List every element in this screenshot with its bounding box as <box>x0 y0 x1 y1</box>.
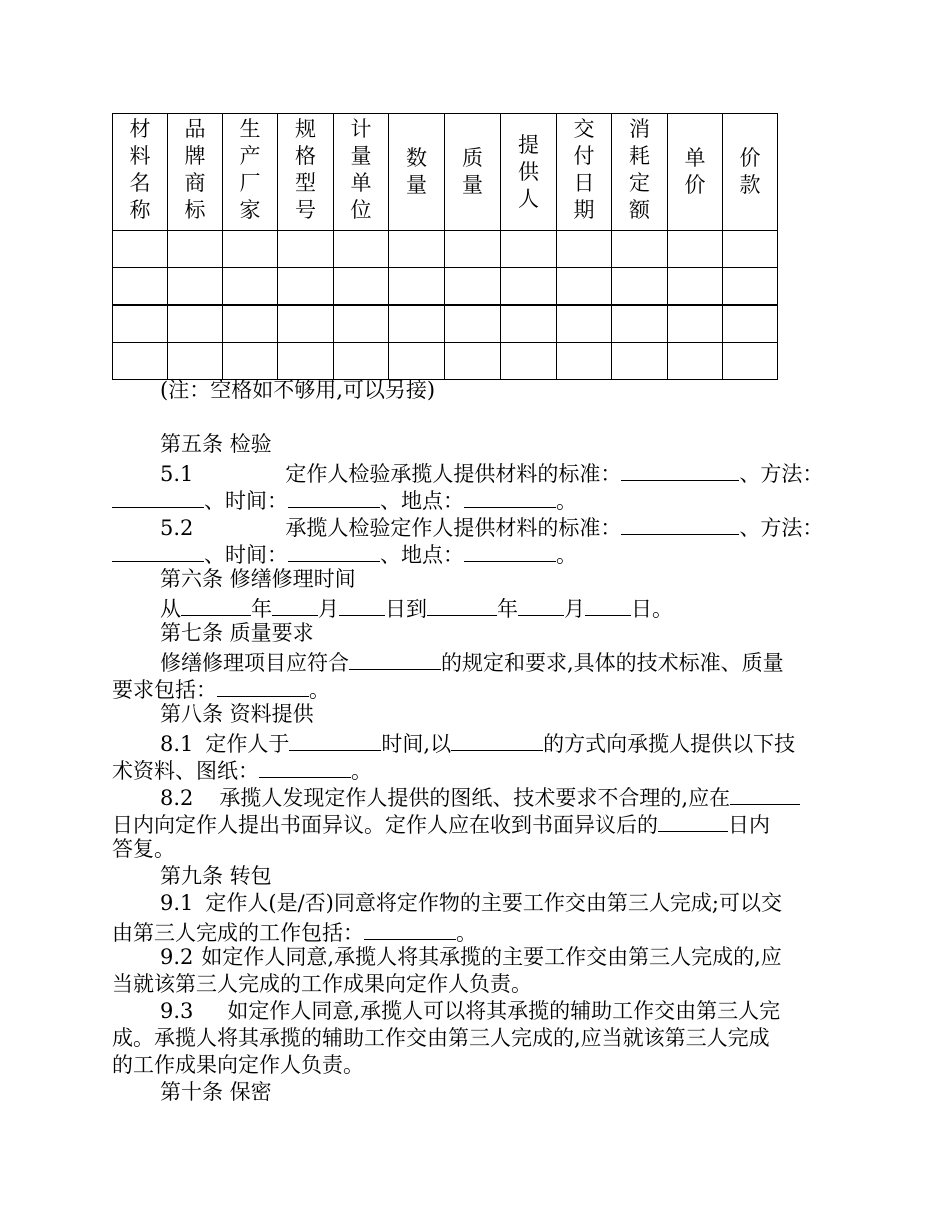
time-blank[interactable] <box>288 485 380 508</box>
table-cell[interactable] <box>668 268 723 306</box>
method-blank[interactable] <box>112 485 204 508</box>
article-title: 第九条 转包 <box>160 864 272 888</box>
table-cell[interactable] <box>557 305 612 343</box>
table-cell[interactable] <box>723 305 778 343</box>
article-title: 第十条 保密 <box>160 1080 272 1104</box>
header-cell <box>501 114 557 231</box>
repair-period <box>112 593 840 620</box>
clause-number: 8.2 <box>160 786 194 810</box>
clause-9-3-cont <box>112 1025 840 1052</box>
table-cell[interactable] <box>278 305 334 343</box>
table-cell[interactable] <box>668 343 723 380</box>
clause-5-2-cont <box>112 539 840 566</box>
materials-blank[interactable] <box>259 755 351 778</box>
requirements-blank[interactable] <box>217 674 309 697</box>
clause-text: 、时间： <box>204 543 288 567</box>
table-cell[interactable] <box>389 343 445 380</box>
clause-text: 月 <box>564 597 585 621</box>
table-cell[interactable] <box>501 231 557 268</box>
clause-9-2 <box>112 944 840 971</box>
clause-9-1-cont <box>112 917 840 944</box>
clause-text: 、地点： <box>380 489 464 513</box>
table-cell[interactable] <box>168 231 223 268</box>
article-title: 第五条 检验 <box>160 432 272 456</box>
table-cell[interactable] <box>723 268 778 306</box>
clause-9-1 <box>112 890 840 917</box>
clause-number: 8.1 <box>160 732 194 756</box>
clause-8-2-cont <box>112 809 840 836</box>
header-label: 质量 <box>462 146 483 197</box>
table-cell[interactable] <box>278 343 334 380</box>
header-label: 单价 <box>684 146 706 197</box>
table-cell[interactable] <box>113 343 168 380</box>
table-cell[interactable] <box>334 231 389 268</box>
clause-8-1-cont <box>112 755 840 782</box>
clause-text: 年 <box>251 597 272 621</box>
header-cell <box>723 114 778 231</box>
contract-body <box>112 377 840 1106</box>
header-label: 规格型号 <box>295 117 316 222</box>
end-month-blank[interactable] <box>518 593 564 616</box>
clause-text: 日内 <box>728 813 770 837</box>
clause-text: 的方式向承揽人提供以下技 <box>543 732 796 756</box>
header-label: 提供人 <box>518 132 539 211</box>
table-cell[interactable] <box>612 231 668 268</box>
clause-text: 。 <box>456 921 477 945</box>
start-month-blank[interactable] <box>272 593 318 616</box>
clause-text: 日到 <box>385 597 427 621</box>
article-title: 第七条 质量要求 <box>160 621 314 645</box>
note-text: (注：空格如不够用,可以另接) <box>160 378 436 402</box>
table-cell[interactable] <box>389 305 445 343</box>
article-title: 第八条 资料提供 <box>160 702 314 726</box>
table-cell[interactable] <box>223 231 278 268</box>
table-cell[interactable] <box>557 343 612 380</box>
end-day-blank[interactable] <box>585 593 631 616</box>
table-cell[interactable] <box>223 305 278 343</box>
clause-text: 。 <box>556 543 577 567</box>
clause-text: 定作人(是/否)同意将定作物的主要工作交由第三人完成;可以交 <box>205 891 782 915</box>
clause-text: 、时间： <box>204 489 288 513</box>
clause-text: 答复。 <box>112 837 175 861</box>
clause-text: 时间,以 <box>381 732 452 756</box>
place-blank[interactable] <box>464 539 556 562</box>
clause-text: 如定作人同意,承揽人将其承揽的主要工作交由第三人完成的,应 <box>201 945 782 969</box>
table-cell[interactable] <box>501 305 557 343</box>
clause-text: 的规定和要求,具体的技术标准、质量 <box>441 651 784 675</box>
table-cell[interactable] <box>334 268 389 306</box>
start-day-blank[interactable] <box>339 593 385 616</box>
method-blank[interactable] <box>451 728 543 751</box>
header-cell <box>278 114 334 231</box>
table-cell[interactable] <box>168 268 223 306</box>
clause-text: 。 <box>556 489 577 513</box>
table-cell[interactable] <box>668 305 723 343</box>
table-cell[interactable] <box>445 231 501 268</box>
clause-text: 日内向定作人提出书面异议。定作人应在收到书面异议后的 <box>112 813 658 837</box>
clause-text: 如定作人同意,承揽人可以将其承揽的辅助工作交由第三人完 <box>227 999 781 1023</box>
reply-days-blank[interactable] <box>658 809 728 832</box>
clause-text: 的工作成果向定作人负责。 <box>112 1053 364 1077</box>
clause-text: 月 <box>318 597 339 621</box>
clause-text: 成。承揽人将其承揽的辅助工作交由第三人完成的,应当就该第三人完成 <box>112 1026 770 1050</box>
clause-text: 定作人检验承揽人提供材料的标准： <box>285 462 622 486</box>
clause-8-1 <box>112 728 840 755</box>
table-cell[interactable] <box>113 305 168 343</box>
days-blank[interactable] <box>730 782 800 805</box>
standard-blank[interactable] <box>349 647 441 670</box>
header-label: 生产厂家 <box>239 117 261 222</box>
clause-8-2 <box>112 782 840 809</box>
header-label: 消耗定额 <box>629 117 650 222</box>
table-cell[interactable] <box>334 305 389 343</box>
clause-8-2-end <box>112 836 840 863</box>
table-cell[interactable] <box>389 268 445 306</box>
header-cell <box>113 114 168 231</box>
article-10-title <box>112 1079 840 1106</box>
header-cell <box>389 114 445 231</box>
header-label: 价款 <box>739 146 761 197</box>
clause-text: 术资料、图纸： <box>112 759 259 783</box>
clause-number: 9.1 <box>160 891 194 915</box>
header-cell <box>612 114 668 231</box>
clause-text: 当就该第三人完成的工作成果向定作人负责。 <box>112 972 532 996</box>
header-cell <box>334 114 389 231</box>
table-cell[interactable] <box>612 268 668 306</box>
article-5-title <box>112 431 840 458</box>
standard-blank[interactable] <box>621 458 739 481</box>
table-cell[interactable] <box>113 231 168 268</box>
clause-number: 5.1 <box>160 462 194 486</box>
table-cell[interactable] <box>168 343 223 380</box>
clause-9-3 <box>112 998 840 1025</box>
table-cell[interactable] <box>612 343 668 380</box>
clause-text: 承揽人检验定作人提供材料的标准： <box>285 516 622 540</box>
header-label: 材料名称 <box>129 117 151 222</box>
clause-text: 。 <box>351 759 372 783</box>
clause-text: 日。 <box>631 597 673 621</box>
table-cell[interactable] <box>278 231 334 268</box>
clause-text: 年 <box>497 597 518 621</box>
method-blank[interactable] <box>112 539 204 562</box>
table-cell[interactable] <box>668 231 723 268</box>
header-label: 品牌商标 <box>184 117 206 222</box>
table-cell[interactable] <box>278 268 334 306</box>
header-label: 数量 <box>406 146 427 197</box>
clause-5-1 <box>112 458 840 485</box>
table-header-row <box>113 114 778 231</box>
table-row <box>113 305 778 343</box>
table-cell[interactable] <box>723 343 778 380</box>
table-cell[interactable] <box>113 268 168 306</box>
table-cell[interactable] <box>223 268 278 306</box>
subcontract-work-blank[interactable] <box>364 917 456 940</box>
article-8-title <box>112 701 840 728</box>
place-blank[interactable] <box>464 485 556 508</box>
materials-table <box>112 113 778 380</box>
clause-text: 要求包括： <box>112 678 217 702</box>
clause-text: 修缮修理项目应符合 <box>160 651 349 675</box>
header-label: 计量单位 <box>350 117 372 222</box>
standard-blank[interactable] <box>621 512 739 535</box>
clause-9-3-end <box>112 1052 840 1079</box>
clause-text: 定作人于 <box>205 732 290 756</box>
header-cell <box>445 114 501 231</box>
article-title: 第六条 修缮修理时间 <box>160 567 356 591</box>
clause-number: 5.2 <box>160 516 194 540</box>
spacer <box>112 404 840 431</box>
clause-text: 由第三人完成的工作包括： <box>112 921 364 945</box>
article-6-title <box>112 566 840 593</box>
table-cell[interactable] <box>445 343 501 380</box>
clause-text: 、地点： <box>380 543 464 567</box>
table-cell[interactable] <box>557 268 612 306</box>
clause-text: 。 <box>309 678 330 702</box>
clause-text: 、方法： <box>739 462 824 486</box>
article-7-title <box>112 620 840 647</box>
table-cell[interactable] <box>445 305 501 343</box>
article-9-title <box>112 863 840 890</box>
table-cell[interactable] <box>389 231 445 268</box>
table-row <box>113 268 778 306</box>
table-cell[interactable] <box>501 268 557 306</box>
clause-text: 、方法： <box>739 516 824 540</box>
table-cell[interactable] <box>445 268 501 306</box>
clause-5-2 <box>112 512 840 539</box>
table-note <box>112 377 840 404</box>
quality-line-2 <box>112 674 840 701</box>
header-cell <box>668 114 723 231</box>
clause-9-2-cont <box>112 971 840 998</box>
time-blank[interactable] <box>289 728 381 751</box>
table-cell[interactable] <box>223 343 278 380</box>
table-cell[interactable] <box>334 343 389 380</box>
clause-5-1-cont <box>112 485 840 512</box>
header-cell <box>557 114 612 231</box>
clause-number: 9.2 <box>160 945 194 969</box>
clause-text: 承揽人发现定作人提供的图纸、技术要求不合理的,应在 <box>219 786 731 810</box>
table-cell[interactable] <box>168 305 223 343</box>
header-cell <box>168 114 223 231</box>
table-cell[interactable] <box>501 343 557 380</box>
clause-text: 从 <box>160 597 181 621</box>
end-year-blank[interactable] <box>427 593 497 616</box>
quality-line-1 <box>112 647 840 674</box>
table-row <box>113 343 778 380</box>
clause-number: 9.3 <box>160 999 194 1023</box>
header-label: 交付日期 <box>573 117 595 222</box>
header-cell <box>223 114 278 231</box>
table-cell[interactable] <box>612 305 668 343</box>
table-row <box>113 231 778 268</box>
table-cell[interactable] <box>557 231 612 268</box>
table-cell[interactable] <box>723 231 778 268</box>
time-blank[interactable] <box>288 539 380 562</box>
start-year-blank[interactable] <box>181 593 251 616</box>
